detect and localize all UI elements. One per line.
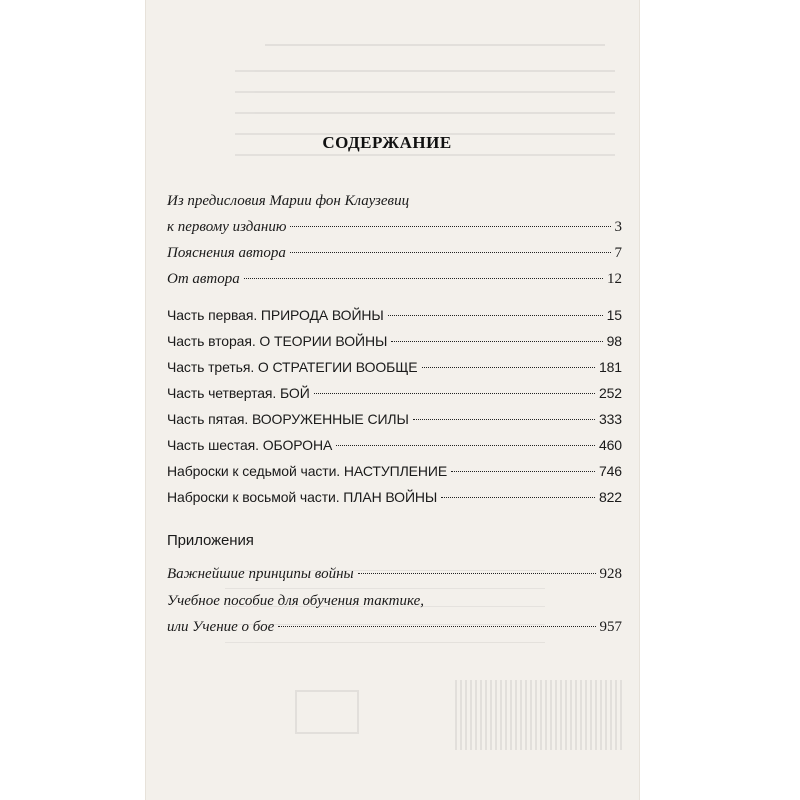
toc-page-number: 12	[607, 271, 622, 287]
dot-leader	[441, 497, 595, 498]
dot-leader	[244, 278, 603, 279]
toc-entry-part-7[interactable]	[167, 461, 622, 481]
toc-entry-part-8[interactable]	[167, 487, 622, 507]
toc-page-number: 333	[598, 411, 622, 427]
toc-entry-label: к первому изданию	[167, 219, 287, 235]
toc-page-number: 98	[606, 333, 622, 349]
toc-page-number: 252	[598, 385, 622, 401]
dot-leader	[314, 393, 595, 394]
dot-leader	[358, 573, 596, 574]
toc-page-number: 3	[614, 219, 622, 235]
dot-leader	[413, 419, 595, 420]
toc-entry-label: Часть шестая. ОБОРОНА	[167, 437, 333, 453]
toc-page-number: 181	[598, 359, 622, 375]
toc-entry-part-3[interactable]	[167, 357, 622, 377]
toc-page-number: 928	[599, 566, 622, 582]
toc-entry-label: Часть четвертая. БОЙ	[167, 385, 310, 401]
toc-entry-preface-line1: Из предисловия Марии фон Клаузевиц	[167, 193, 410, 209]
toc-entry-label: Пояснения автора	[167, 245, 286, 261]
toc-entry-tactics-manual[interactable]	[167, 617, 622, 637]
toc-title: СОДЕРЖАНИЕ	[322, 133, 452, 152]
toc-entry-tactics-manual-line1: Учебное пособие для обучения тактике,	[167, 593, 424, 609]
toc-entry-part-1[interactable]	[167, 305, 622, 325]
toc-entry-preface[interactable]	[167, 217, 622, 237]
toc-entry-label: Часть пятая. ВООРУЖЕННЫЕ СИЛЫ	[167, 411, 409, 427]
dot-leader	[290, 226, 610, 227]
toc-page-number: 15	[606, 307, 622, 323]
toc-page-number: 460	[598, 437, 622, 453]
toc-entry-part-6[interactable]	[167, 435, 622, 455]
toc-entry-label: Часть третья. О СТРАТЕГИИ ВООБЩЕ	[167, 359, 418, 375]
dot-leader	[278, 626, 595, 627]
toc-entry-label: Наброски к седьмой части. НАСТУПЛЕНИЕ	[167, 463, 448, 479]
toc-entry-label: Важнейшие принципы войны	[167, 566, 354, 582]
toc-entry-label: Часть первая. ПРИРОДА ВОЙНЫ	[167, 307, 384, 323]
toc-page-number: 957	[599, 619, 622, 635]
book-page	[145, 0, 640, 800]
toc-page-number: 822	[598, 489, 622, 505]
toc-entry-part-4[interactable]	[167, 383, 622, 403]
dot-leader	[451, 471, 595, 472]
toc-entry-label: От автора	[167, 271, 240, 287]
dot-leader	[290, 252, 611, 253]
dot-leader	[422, 367, 595, 368]
toc-entry-label: или Учение о бое	[167, 619, 275, 635]
toc-entry-part-5[interactable]	[167, 409, 622, 429]
appendix-heading: Приложения	[167, 532, 254, 549]
toc-entry-label: Наброски к восьмой части. ПЛАН ВОЙНЫ	[167, 489, 438, 505]
toc-entry-from-author[interactable]	[167, 269, 622, 289]
toc-entry-principles-of-war[interactable]	[167, 564, 622, 584]
dot-leader	[336, 445, 595, 446]
toc-page-number: 7	[614, 245, 622, 261]
dot-leader	[391, 341, 602, 342]
dot-leader	[388, 315, 603, 316]
toc-page-number: 746	[598, 463, 622, 479]
toc-entry-author-notes[interactable]	[167, 243, 622, 263]
toc-entry-part-2[interactable]	[167, 331, 622, 351]
toc-entry-label: Часть вторая. О ТЕОРИИ ВОЙНЫ	[167, 333, 388, 349]
